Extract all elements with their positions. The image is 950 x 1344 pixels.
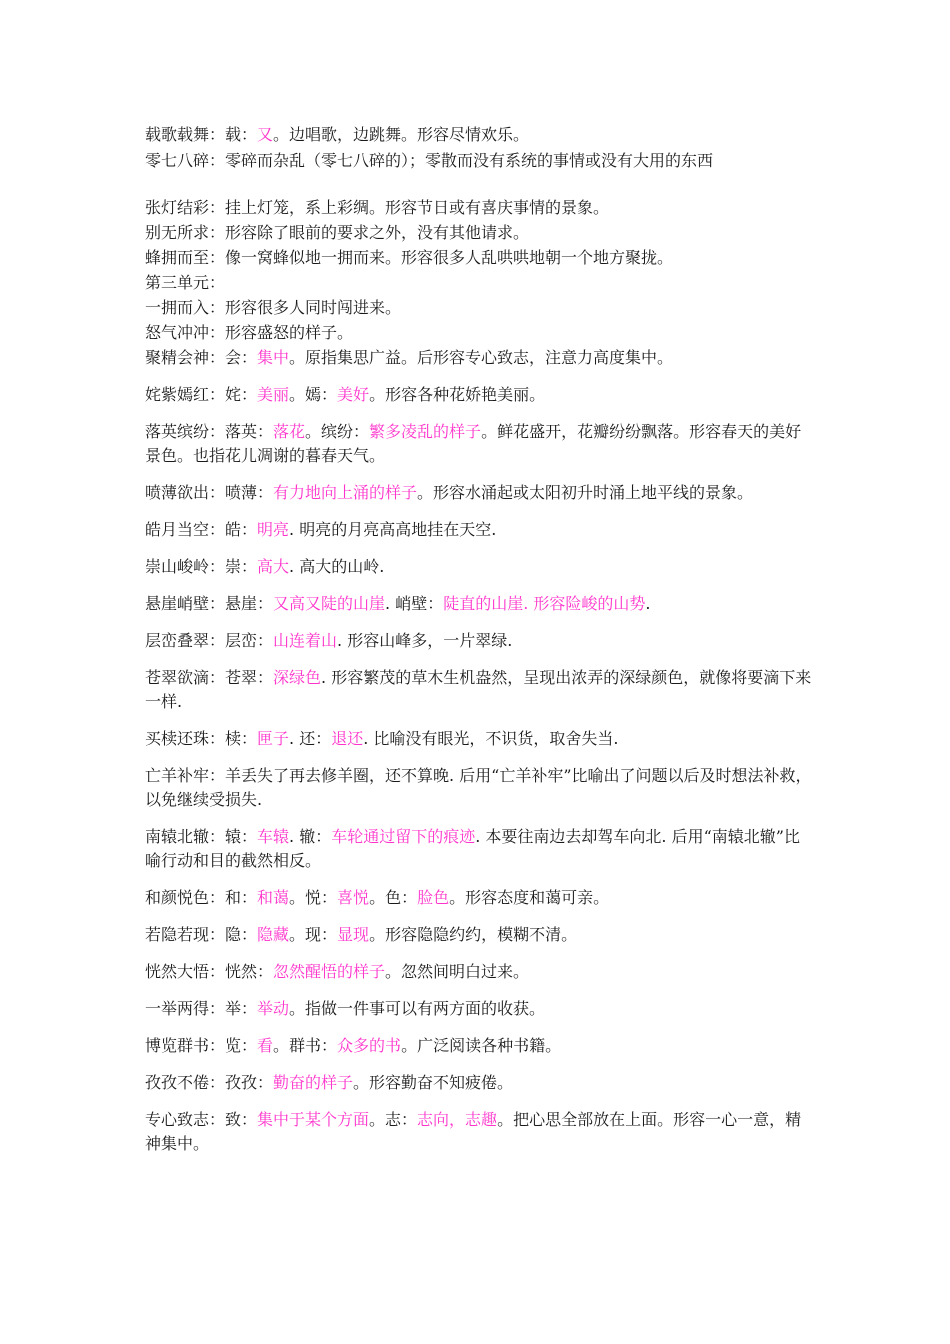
idiom-entry (145, 727, 815, 751)
highlighted-definition: 山连着山 (273, 631, 338, 650)
entry-text: 。形容水涌起或太阳初升时涌上地平线的景象。 (417, 483, 754, 502)
highlighted-definition: 又 (257, 125, 274, 144)
entry-text: 苍翠欲滴：苍翠： (145, 668, 274, 687)
highlighted-definition: 美好 (337, 385, 370, 404)
entry-text: 。原指集思广益。后形容专心致志，注意力高度集中。 (289, 348, 674, 367)
highlighted-definition: 显现 (337, 925, 370, 944)
entry-text: 。广泛阅读各种书籍。 (401, 1036, 562, 1055)
entry-text: 专心致志：致： (145, 1110, 258, 1129)
entry-text: 零七八碎：零碎而杂乱（零七八碎的）；零散而没有系统的事情或没有大用的东西 (145, 151, 714, 170)
highlighted-definition: 又高又陡的山崖 (273, 594, 386, 613)
idiom-entry (145, 1108, 815, 1156)
idiom-entry (145, 825, 815, 873)
highlighted-definition: 车轮通过留下的痕迹 (331, 827, 476, 846)
entry-text: 博览群书：览： (145, 1036, 258, 1055)
highlighted-definition: 众多的书 (337, 1036, 402, 1055)
entry-text: . (645, 594, 651, 613)
idiom-entry (145, 271, 815, 295)
idiom-entry (145, 383, 815, 407)
entry-text: . 本要往南边去却驾车向北. 后用“南辕北辙”比喻行动和目的截然相反。 (145, 827, 800, 870)
highlighted-definition: 隐藏 (257, 925, 290, 944)
entry-text: 。鲜花盛开，花瓣纷纷飘落。形容春天的美好景色。也指花儿凋谢的暮春天气。 (145, 422, 802, 465)
entry-text: 别无所求：形容除了眼前的要求之外，没有其他请求。 (145, 223, 530, 242)
idiom-entry (145, 518, 815, 542)
entry-text: . 辙： (289, 827, 332, 846)
highlighted-definition: 明亮 (257, 520, 290, 539)
entry-text: 皓月当空：皓： (145, 520, 258, 539)
highlighted-definition: 陡直的山崖. 形容险峻的山势 (443, 594, 646, 613)
entry-text: 。现： (289, 925, 338, 944)
highlighted-definition: 举动 (257, 999, 290, 1018)
idiom-entry (145, 123, 815, 147)
entry-text: 。群书： (273, 1036, 338, 1055)
idiom-entry (145, 296, 815, 320)
entry-text: 怒气冲冲：形容盛怒的样子。 (145, 323, 354, 342)
entry-text: 。忽然间明白过来。 (385, 962, 530, 981)
idiom-entry (145, 1034, 815, 1058)
idiom-entry (145, 321, 815, 345)
idiom-entry (145, 346, 815, 370)
entry-text: 聚精会神：会： (145, 348, 258, 367)
highlighted-definition: 繁多凌乱的样子 (369, 422, 482, 441)
entry-text: 。悦： (289, 888, 338, 907)
entry-text: 层峦叠翠：层峦： (145, 631, 274, 650)
idiom-entry (145, 196, 815, 220)
highlighted-definition: 喜悦 (337, 888, 370, 907)
entry-text: . 形容山峰多，一片翠绿. (337, 631, 513, 650)
entry-text: 。形容勤奋不知疲倦。 (353, 1073, 514, 1092)
entry-text: 一拥而入：形容很多人同时闯进来。 (145, 298, 402, 317)
highlighted-definition: 勤奋的样子 (273, 1073, 354, 1092)
document-body (145, 123, 815, 1156)
entry-text: 若隐若现：隐： (145, 925, 258, 944)
entry-text: 蜂拥而至：像一窝蜂似地一拥而来。形容很多人乱哄哄地朝一个地方聚拢。 (145, 248, 674, 267)
entry-text: 。形容隐隐约约，模糊不清。 (369, 925, 578, 944)
idiom-entry (145, 960, 815, 984)
entry-text: 孜孜不倦：孜孜： (145, 1073, 274, 1092)
idiom-entry (145, 592, 815, 616)
idiom-entry (145, 886, 815, 910)
highlighted-definition: 集中 (257, 348, 290, 367)
entry-text: 。形容态度和蔼可亲。 (449, 888, 610, 907)
highlighted-definition: 有力地向上涌的样子 (273, 483, 418, 502)
idiom-entry (145, 923, 815, 947)
idiom-entry (145, 221, 815, 245)
entry-text: 南辕北辙：辕： (145, 827, 258, 846)
entry-text: . 还： (289, 729, 332, 748)
entry-text: . 明亮的月亮高高地挂在天空. (289, 520, 497, 539)
entry-text: . 高大的山岭. (289, 557, 385, 576)
entry-text: 悬崖峭壁：悬崖： (145, 594, 274, 613)
highlighted-definition: 车辕 (257, 827, 290, 846)
entry-text: 。把心思全部放在上面。形容一心一意，精神集中。 (145, 1110, 802, 1153)
highlighted-definition: 退还 (331, 729, 364, 748)
highlighted-definition: 匣子 (257, 729, 290, 748)
entry-text: 。边唱歌，边跳舞。形容尽情欢乐。 (273, 125, 530, 144)
idiom-entry (145, 420, 815, 468)
entry-text: 。志： (369, 1110, 418, 1129)
entry-text: . 峭壁： (385, 594, 444, 613)
idiom-entry (145, 764, 815, 812)
idiom-entry (145, 246, 815, 270)
entry-text: 一举两得：举： (145, 999, 258, 1018)
entry-text: 。形容各种花娇艳美丽。 (369, 385, 546, 404)
highlighted-definition: 落花 (273, 422, 306, 441)
entry-text: 落英缤纷：落英： (145, 422, 274, 441)
entry-text: 亡羊补牢：羊丢失了再去修羊圈，还不算晚. 后用“亡羊补牢”比喻出了问题以后及时想法补救，以免继续受损失. (145, 766, 812, 809)
idiom-entry (145, 481, 815, 505)
highlighted-definition: 志向，志趣 (417, 1110, 498, 1129)
highlighted-definition: 脸色 (417, 888, 450, 907)
highlighted-definition: 集中于某个方面 (257, 1110, 370, 1129)
entry-text: 。嫣： (289, 385, 338, 404)
entry-text: 。色： (369, 888, 418, 907)
highlighted-definition: 和蔼 (257, 888, 290, 907)
idiom-entry (145, 997, 815, 1021)
entry-text: 张灯结彩：挂上灯笼，系上彩绸。形容节日或有喜庆事情的景象。 (145, 198, 610, 217)
entry-text: 。缤纷： (305, 422, 370, 441)
entry-text: 第三单元： (145, 273, 226, 292)
entry-text: 买椟还珠：椟： (145, 729, 258, 748)
idiom-entry (145, 149, 815, 173)
highlighted-definition: 高大 (257, 557, 290, 576)
highlighted-definition: 美丽 (257, 385, 290, 404)
entry-text: 姹紫嫣红：姹： (145, 385, 258, 404)
highlighted-definition: 忽然醒悟的样子 (273, 962, 386, 981)
idiom-entry (145, 1071, 815, 1095)
entry-text: 载歌载舞：载： (145, 125, 258, 144)
entry-text: 恍然大悟：恍然： (145, 962, 274, 981)
idiom-entry (145, 666, 815, 714)
idiom-entry (145, 629, 815, 653)
entry-text: 喷薄欲出：喷薄： (145, 483, 274, 502)
entry-text: . 比喻没有眼光，不识货，取舍失当. (363, 729, 619, 748)
entry-text: . 形容繁茂的草木生机盎然，呈现出浓弄的深绿颜色，就像将要滴下来一样. (145, 668, 812, 711)
entry-text: 崇山峻岭：崇： (145, 557, 258, 576)
entry-text: 。指做一件事可以有两方面的收获。 (289, 999, 546, 1018)
idiom-entry (145, 555, 815, 579)
highlighted-definition: 深绿色 (273, 668, 322, 687)
entry-text: 和颜悦色：和： (145, 888, 258, 907)
highlighted-definition: 看 (257, 1036, 274, 1055)
